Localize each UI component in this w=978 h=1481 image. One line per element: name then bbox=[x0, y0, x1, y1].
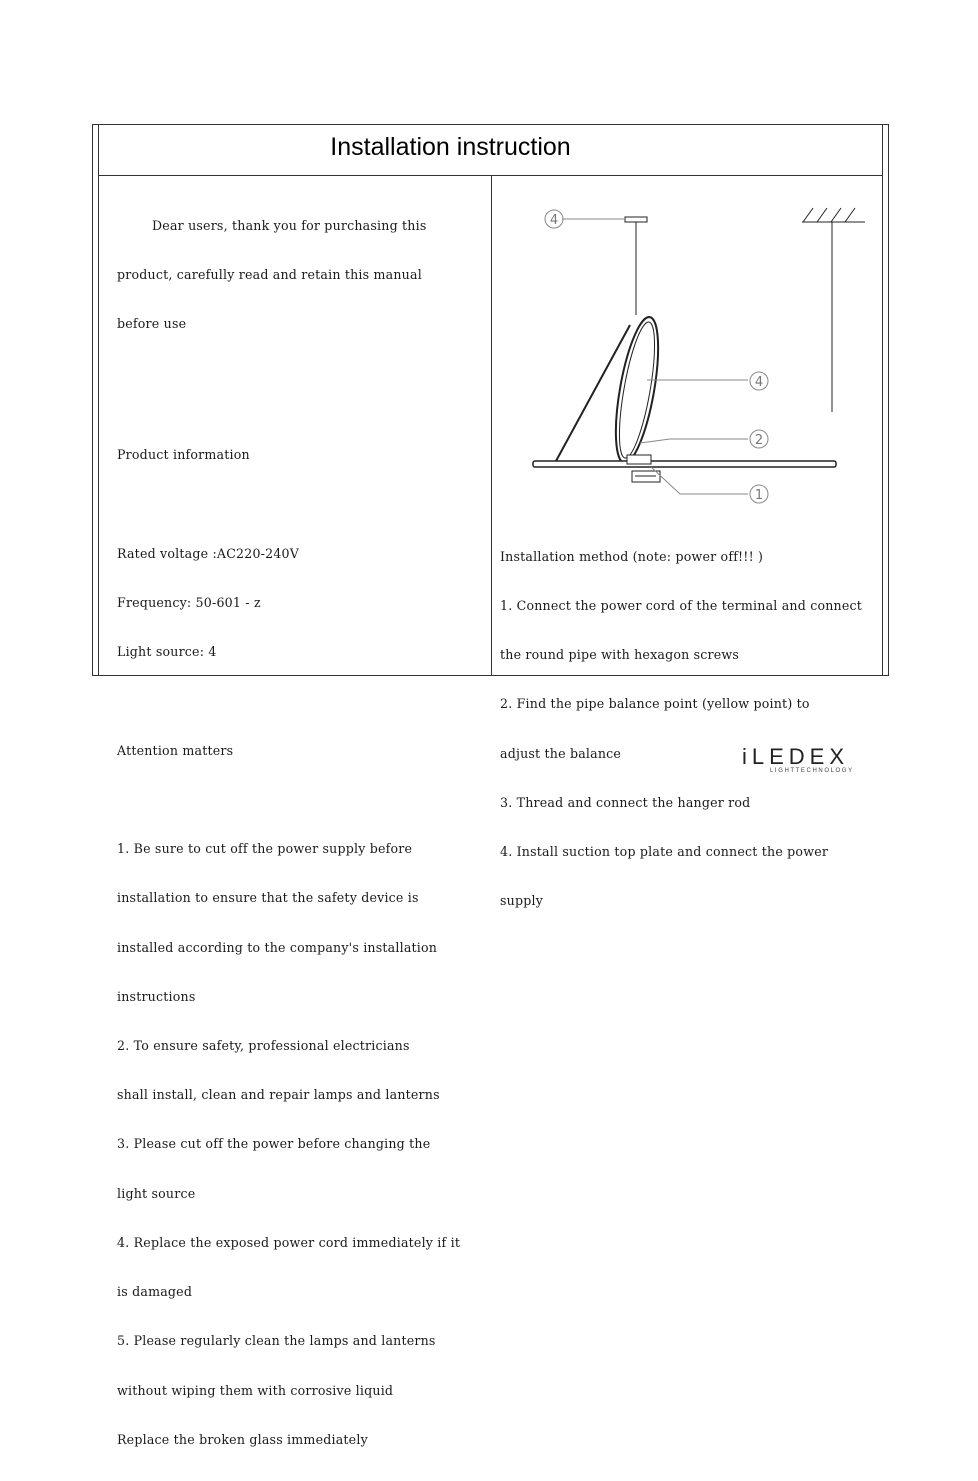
attention-line: 3. Please cut off the power before changing the bbox=[117, 1136, 431, 1152]
light-source: Light source: 4 bbox=[117, 644, 217, 660]
ceiling-plate bbox=[625, 217, 647, 222]
installation-diagram bbox=[490, 175, 880, 515]
attention-line: 4. Replace the exposed power cord immediately if it bbox=[117, 1234, 461, 1250]
attention-line: Replace the broken glass immediately bbox=[117, 1431, 368, 1447]
callout-tube-label: 1 bbox=[754, 488, 764, 503]
method-line: supply bbox=[500, 893, 544, 909]
title-bar bbox=[98, 125, 883, 176]
attention-line: shall install, clean and repair lamps and lanterns bbox=[117, 1087, 440, 1103]
attention-line: light source bbox=[117, 1185, 196, 1201]
left-column bbox=[98, 175, 492, 1447]
intro-line: product, carefully read and retain this manual bbox=[117, 267, 422, 283]
method-line: Installation method (note: power off!!! ) bbox=[500, 548, 764, 564]
attention-line: 1. Be sure to cut off the power supply before bbox=[117, 841, 413, 857]
brand-name: iLEDEX bbox=[742, 744, 850, 769]
right-text-block bbox=[500, 516, 862, 943]
method-line: 2. Find the pipe balance point (yellow point) to bbox=[500, 696, 810, 712]
rated-voltage: Rated voltage :AC220-240V bbox=[117, 545, 300, 561]
left-text-block bbox=[117, 185, 460, 1481]
horizontal-tube bbox=[533, 461, 836, 467]
intro-line: Dear users, thank you for purchasing this bbox=[152, 217, 427, 233]
attention-line: 5. Please regularly clean the lamps and lanterns bbox=[117, 1333, 436, 1349]
leader-tube bbox=[651, 467, 748, 494]
brand-logo bbox=[742, 744, 872, 778]
ceiling-hatch bbox=[803, 208, 855, 222]
method-line: 3. Thread and connect the hanger rod bbox=[500, 794, 751, 810]
method-line: 4. Install suction top plate and connect the power bbox=[500, 844, 829, 860]
callout-ring-label: 4 bbox=[754, 375, 764, 390]
callout-top-label: 4 bbox=[549, 213, 559, 228]
method-line: 1. Connect the power cord of the terminal and connect bbox=[500, 598, 863, 614]
callout-connector-label: 2 bbox=[754, 433, 764, 448]
attention-line: without wiping them with corrosive liquid bbox=[117, 1382, 394, 1398]
frequency: Frequency: 50-601 - z bbox=[117, 595, 261, 611]
page-title: Installation instruction bbox=[330, 133, 571, 161]
method-line: adjust the balance bbox=[500, 745, 622, 761]
attention-line: is damaged bbox=[117, 1284, 193, 1300]
brand-tagline: LIGHTTECHNOLOGY bbox=[770, 768, 854, 774]
attention-line: instructions bbox=[117, 988, 196, 1004]
leader-connector bbox=[640, 439, 748, 443]
attention-heading: Attention matters bbox=[117, 742, 234, 758]
method-line: the round pipe with hexagon screws bbox=[500, 647, 740, 663]
attention-line: 2. To ensure safety, professional electricians bbox=[117, 1038, 410, 1054]
ring-lamp bbox=[607, 314, 666, 466]
attention-line: installation to ensure that the safety device is bbox=[117, 890, 419, 906]
connector-box bbox=[627, 455, 651, 464]
attention-line: installed according to the company's installation bbox=[117, 939, 438, 955]
product-info-heading: Product information bbox=[117, 447, 250, 463]
intro-line: before use bbox=[117, 316, 187, 332]
